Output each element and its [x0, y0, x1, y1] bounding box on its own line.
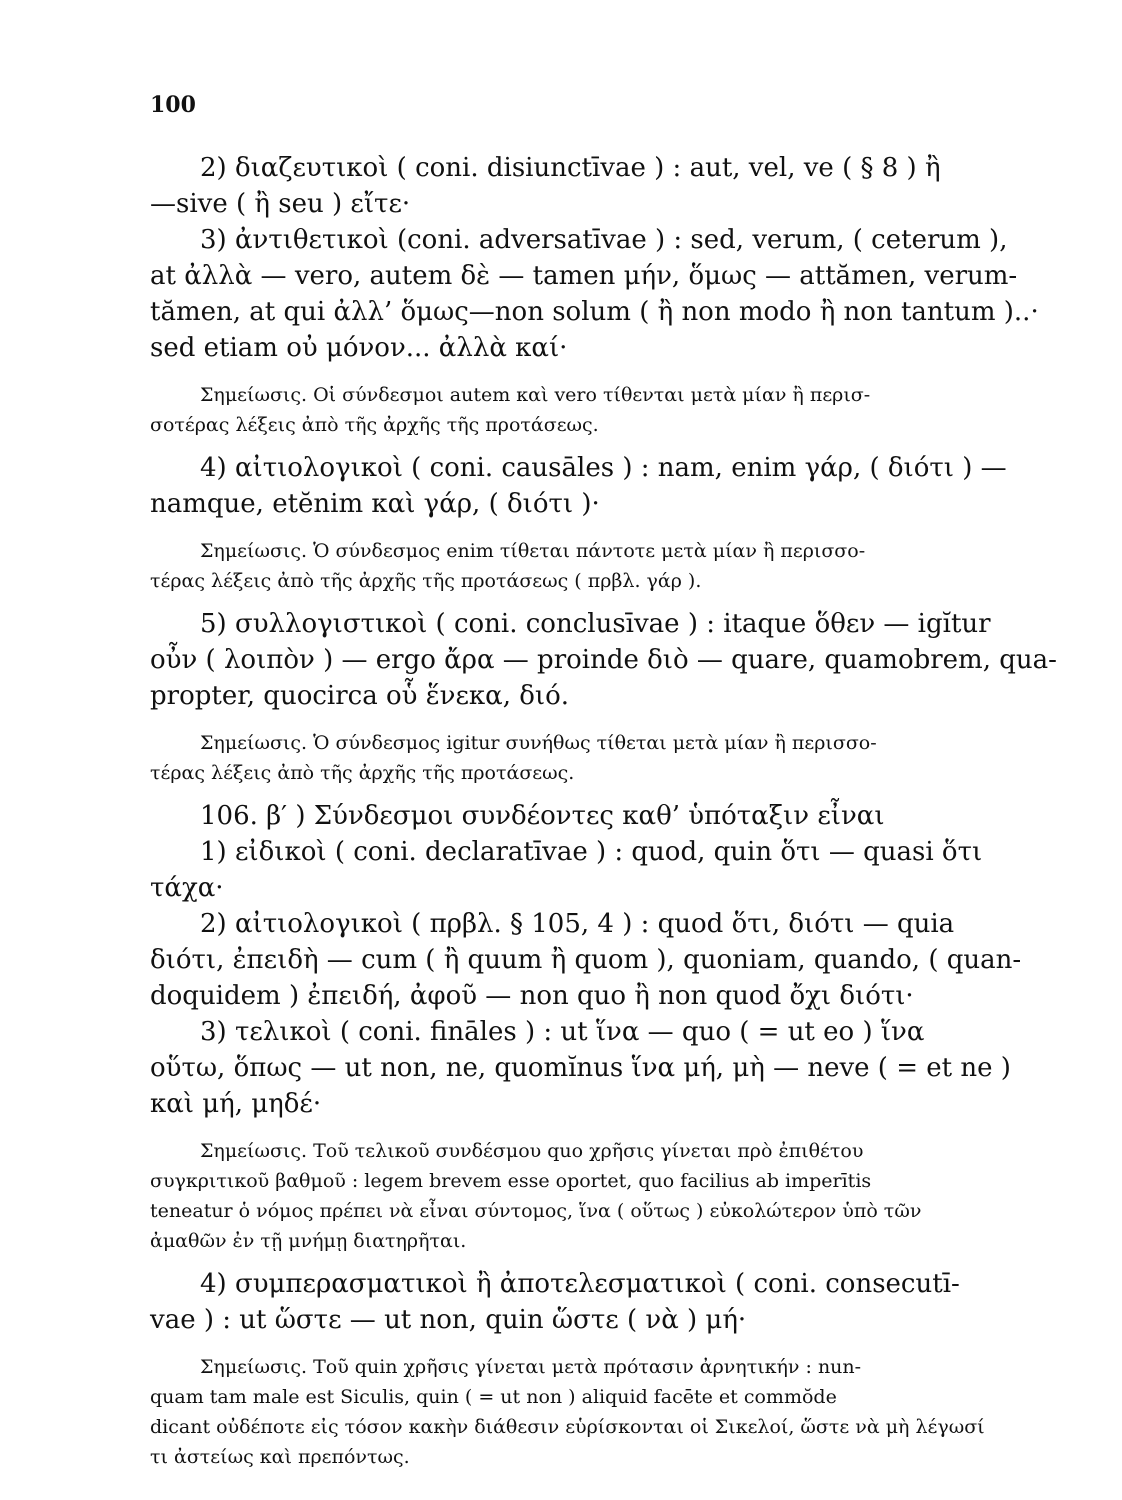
- note-line: dicant οὐδέποτε εἰς τόσον κακὴν διάθεσιν εὑρίσκονται οἱ Σικελοί, ὥστε νὰ μὴ λέγωσί: [150, 1416, 985, 1438]
- text-line: sed etiam οὐ μόνον... ἀλλὰ καί·: [150, 333, 568, 363]
- text-line: 4) αἰτιολογικοὶ ( coni. causāles ) : nam, enim γάρ, ( διότι ) —: [200, 453, 1007, 483]
- text-line: —sive ( ἢ seu ) εἴτε·: [150, 189, 411, 219]
- note-conclusive: [150, 728, 1070, 788]
- text-line: namque, etĕnim καὶ γάρ, ( διότι )·: [150, 489, 600, 519]
- text-line: τάχα·: [150, 873, 224, 903]
- text-line: propter, quocirca οὗ ἕνεκα, διό.: [150, 681, 570, 711]
- paragraph-declarative: [150, 834, 1070, 906]
- note-line: Σημείωσις. Ὁ σύνδεσμος igitur συνήθως τίθεται μετὰ μίαν ἢ περισσο-: [200, 732, 877, 754]
- paragraph-final: [150, 1014, 1070, 1122]
- note-adversative: [150, 380, 1070, 440]
- paragraph-causal-subordinate: [150, 906, 1070, 1014]
- text-line: 4) συμπερασματικοὶ ἢ ἀποτελεσματικοὶ ( coni. consecutī-: [200, 1269, 960, 1299]
- note-final: [150, 1136, 1070, 1256]
- text-line: 3) τελικοὶ ( coni. fināles ) : ut ἵνα — quo ( = ut eo ) ἵνα: [200, 1017, 925, 1047]
- note-line: Σημείωσις. Τοῦ quin χρῆσις γίνεται μετὰ πρότασιν ἀρνητικήν : nun-: [200, 1356, 862, 1378]
- text-line: οὖν ( λοιπὸν ) — ergo ἄρα — proinde διὸ — quare, quamobrem, qua-: [150, 645, 1057, 675]
- paragraph-conclusive: [150, 606, 1070, 714]
- text-line: 3) ἀντιθετικοὶ (coni. adversatīvae ) : sed, verum, ( ceterum ),: [200, 225, 1008, 255]
- page-number: 100: [150, 92, 196, 118]
- text-line: at ἀλλὰ — vero, autem δὲ — tamen μήν, ὅμως — attămen, verum-: [150, 261, 1018, 291]
- text-line: vae ) : ut ὥστε — ut non, quin ὥστε ( νὰ ) μή·: [150, 1305, 747, 1335]
- note-line: Σημείωσις. Τοῦ τελικοῦ συνδέσμου quo χρῆσις γίνεται πρὸ ἐπιθέτου: [200, 1140, 864, 1162]
- text-line: 2) αἰτιολογικοὶ ( πρβλ. § 105, 4 ) : quod ὅτι, διότι — quia: [200, 909, 955, 939]
- text-line: doquidem ) ἐπειδή, ἀφοῦ — non quo ἢ non quod ὄχι διότι·: [150, 981, 914, 1011]
- paragraph-consecutive: [150, 1266, 1070, 1338]
- text-line: tămen, at qui ἀλλ’ ὅμως—non solum ( ἢ non modo ἢ non tantum )..·: [150, 297, 1039, 327]
- note-line: τι ἀστείως καὶ πρεπόντως.: [150, 1446, 410, 1468]
- paragraph-disjunctive: [150, 150, 1070, 222]
- text-line: 2) διαζευτικοὶ ( coni. disiunctīvae ) : aut, vel, ve ( § 8 ) ἢ: [200, 153, 941, 183]
- text-line: διότι, ἐπειδὴ — cum ( ἢ quum ἢ quom ), quoniam, quando, ( quan-: [150, 945, 1022, 975]
- note-line: ἀμαθῶν ἐν τῇ μνήμῃ διατηρῆται.: [150, 1230, 467, 1252]
- paragraph-causal: [150, 450, 1070, 522]
- paragraph-adversative: [150, 222, 1070, 366]
- note-consecutive: [150, 1352, 1070, 1472]
- text-line: καὶ μή, μηδέ·: [150, 1089, 322, 1119]
- note-causal: [150, 536, 1070, 596]
- note-line: τέρας λέξεις ἀπὸ τῆς ἀρχῆς τῆς προτάσεως ( πρβλ. γάρ ).: [150, 570, 702, 592]
- section-heading-106: [150, 798, 1070, 834]
- text-line: 5) συλλογιστικοὶ ( coni. conclusīvae ) : itaque ὅθεν — igĭtur: [200, 609, 991, 639]
- note-line: τέρας λέξεις ἀπὸ τῆς ἀρχῆς τῆς προτάσεως.: [150, 762, 575, 784]
- page-body: [150, 150, 1070, 1482]
- text-line: οὕτω, ὅπως — ut non, ne, quomĭnus ἵνα μή, μὴ — neve ( = et ne ): [150, 1053, 1011, 1083]
- section-heading: 106. β′ ) Σύνδεσμοι συνδέοντες καθ’ ὑπόταξιν εἶναι: [200, 801, 885, 831]
- note-line: teneatur ὁ νόμος πρέπει νὰ εἶναι σύντομος, ἵνα ( οὕτως ) εὐκολώτερον ὑπὸ τῶν: [150, 1200, 922, 1222]
- note-line: Σημείωσις. Ὁ σύνδεσμος enim τίθεται πάντοτε μετὰ μίαν ἢ περισσο-: [200, 540, 866, 562]
- note-line: quam tam male est Siculis, quin ( = ut non ) aliquid facēte et commŏde: [150, 1386, 837, 1408]
- note-line: σοτέρας λέξεις ἀπὸ τῆς ἀρχῆς τῆς προτάσεως.: [150, 414, 599, 436]
- text-line: 1) εἰδικοὶ ( coni. declaratīvae ) : quod, quin ὅτι — quasi ὅτι: [200, 837, 983, 867]
- note-line: συγκριτικοῦ βαθμοῦ : legem brevem esse oportet, quo facilius ab imperītis: [150, 1170, 872, 1192]
- note-line: Σημείωσις. Οἱ σύνδεσμοι autem καὶ vero τίθενται μετὰ μίαν ἢ περισ-: [200, 384, 871, 406]
